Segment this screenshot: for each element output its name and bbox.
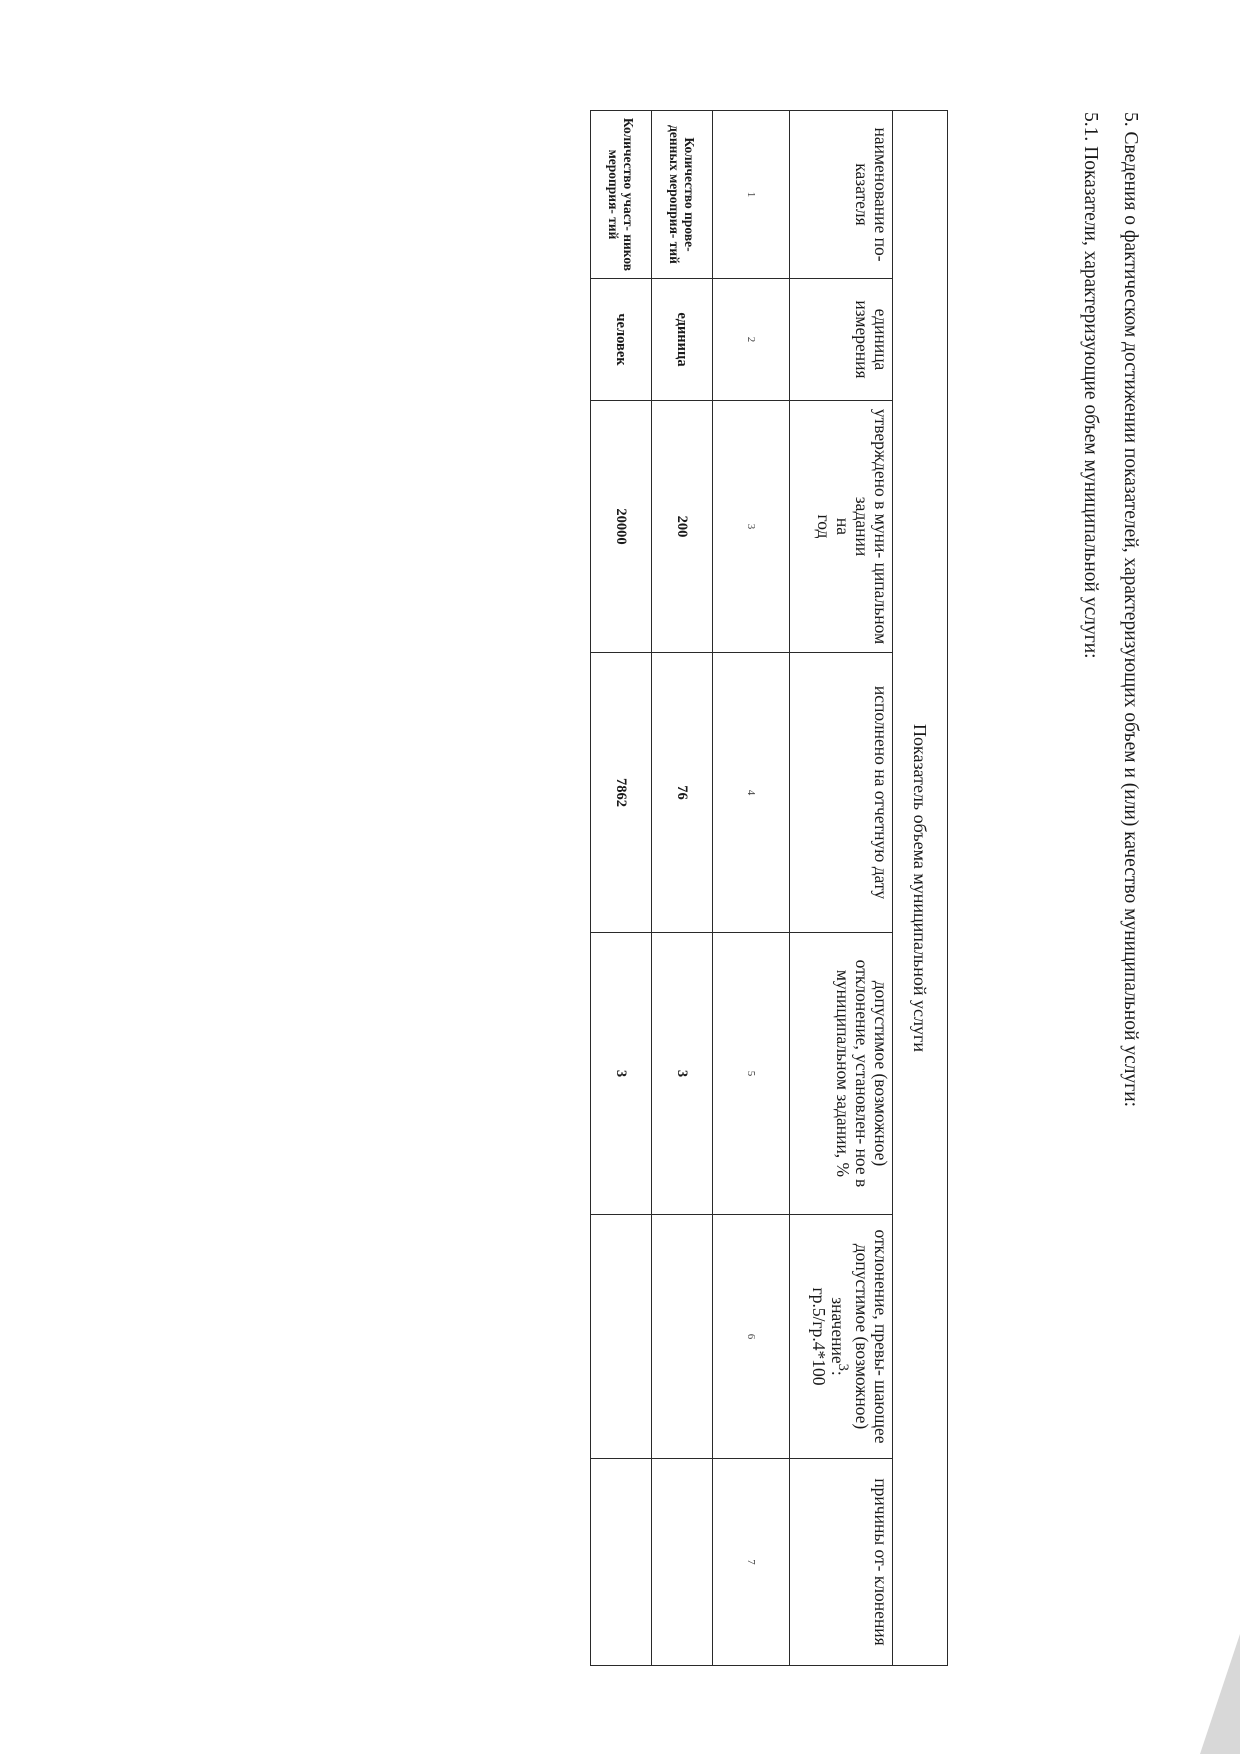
row-allowed: 3 [591, 933, 652, 1215]
row-unit: единица [652, 279, 713, 401]
column-numbers-row [713, 111, 790, 1666]
row-allowed: 3 [652, 933, 713, 1215]
column-number: 6 [713, 1215, 790, 1459]
header-approved [790, 401, 893, 653]
header-approved-line2: на [833, 517, 853, 536]
column-number: 4 [713, 653, 790, 933]
header-allowed-deviation: допустимое (возможное) отклонение, установлен- ное в муниципальном задании, % [790, 933, 893, 1215]
row-unit: человек [591, 279, 652, 401]
scan-corner-shadow [1200, 1634, 1240, 1754]
header-approved-line3: год [814, 514, 834, 539]
row-approved: 200 [652, 401, 713, 653]
column-number: 7 [713, 1459, 790, 1666]
header-unit: единица измерения [790, 279, 893, 401]
row-reason [652, 1459, 713, 1666]
column-number: 2 [713, 279, 790, 401]
row-exceed [652, 1215, 713, 1459]
column-number: 5 [713, 933, 790, 1215]
row-done: 76 [652, 653, 713, 933]
row-exceed [591, 1215, 652, 1459]
table-row [591, 111, 652, 1666]
row-done: 7862 [591, 653, 652, 933]
header-deviation-reasons: причины от- клонения [790, 1459, 893, 1666]
section-5-heading: 5. Сведения о фактическом достижении показателей, характеризующих объем и (или) качество муниципальной услуги: [1120, 112, 1141, 1108]
row-indicator-name: Количество участ- ников мероприя- тий [591, 111, 652, 279]
header-done: исполнено на отчетную дату [790, 653, 893, 933]
table-caption: Показатель объема муниципальной услуги [893, 111, 948, 1666]
row-reason [591, 1459, 652, 1666]
column-number: 3 [713, 401, 790, 653]
row-indicator-name: Количество прове- денных мероприя- тий [652, 111, 713, 279]
header-exceeding-formula: гр.5/гр.4*100 [809, 1287, 830, 1386]
header-exceeding-colon: : [828, 1370, 849, 1376]
table-row [652, 111, 713, 1666]
header-exceeding-footnote: 3 [835, 1363, 851, 1371]
row-approved: 20000 [591, 401, 652, 653]
table-caption-row [893, 111, 948, 1666]
header-approved-line1: утверждено в муни- ципальном задании [852, 408, 891, 645]
table-header-row [790, 111, 893, 1666]
volume-indicators-table [590, 110, 948, 1666]
header-exceeding-deviation [790, 1215, 893, 1459]
section-5-1-heading: 5.1. Показатели, характеризующие объем муниципальной услуги: [1080, 112, 1101, 659]
header-indicator-name: наименование по- казателя [790, 111, 893, 279]
column-number: 1 [713, 111, 790, 279]
header-exceeding-text: отклонение, превы- шающее допустимое (возможное) значение [828, 1229, 891, 1444]
